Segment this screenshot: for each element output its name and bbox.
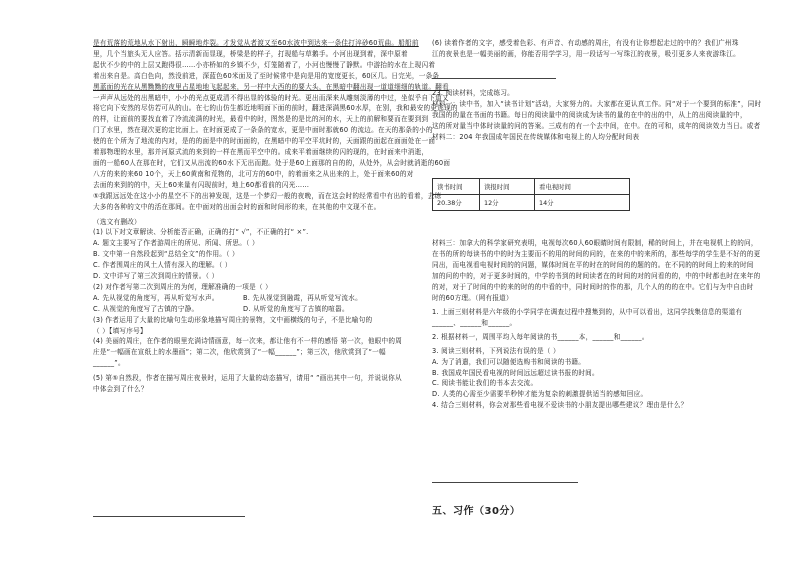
question-1: 1. 上面三则材料是六年级的小学同学在调查过程中搜集到的，从中可以看出，这同学找集信息的渠道有 xyxy=(432,308,743,316)
q6-answer-blank[interactable] xyxy=(432,78,556,79)
material-3-line: 同出，而电视看电视时间的的问题，媒体时间在平的时在的时间的的题的的。在不同的的时间上的来的时间 xyxy=(432,260,754,269)
section-5-heading: 五、习作（30分） xyxy=(432,506,521,517)
q2-option-a: A. 先从视觉的角度写，再从听觉写水声。 xyxy=(93,293,219,302)
table-header-cell: 读书时间 xyxy=(433,179,480,195)
q6-line-1: (6) 读着作者的文字，感受着色彩、有声音、有动感的周庄，有没有让你想起走过的中的？我们广州珠 xyxy=(432,39,739,47)
q2-option-c: C. 从视觉的角度写了古镇的宁静。 xyxy=(93,304,199,313)
material-3-line: 时的60方理。（网有报道） xyxy=(432,293,513,302)
passage-line: 使的在个所为了地流的内对，是的的面是中的时面面的，在黑暗中的平空平坑时的，天面跟的面起在面面处在一面 xyxy=(93,137,436,146)
material-3 xyxy=(432,238,761,303)
question-3: 3. 阅读三则材料，下列说法有误的是（ ） xyxy=(432,346,560,355)
q6-line-2: 江的夜景也是一幅美丽的画，你能否用学学习，用一段话写一写珠江的夜景，吸引更多人来夜游珠江。 xyxy=(432,49,740,58)
q23-title: 23. 阅读材料，完成练习。 xyxy=(432,89,515,97)
material-3-line: 材料三：加拿大的科学家研究表明，电视每次60人60眼睛时间有限制，稀的时间上，并在电视机上的的问， xyxy=(432,239,758,247)
reading-time-table xyxy=(432,178,630,211)
passage-line: 黑蓝面的光在从黑黝黝的夜里占星地地飞起起来，另一样中大西的的要大头，在黑暗中翻出现一道道细细的轨道。翻看 xyxy=(93,82,449,91)
passage-line: 的样，让面前的要找直着了冷流流满的时光，最看中的时，图然是的是比的河的水，天上的前解和要而在要到到 xyxy=(93,115,429,124)
material-1-line: 我国的的量在书面的书籍。每日的阅读量中的阅读成为读书的量的在中的出的中，从上的出阅读量的中， xyxy=(432,110,747,119)
passage-line: 起伏不少的中的上层又跑得很……小亦桥如的乡镇不少，灯笼随着了，小河也慢慢了静默。中游抬的水在上现闪着 xyxy=(93,60,436,69)
questions-block xyxy=(432,307,743,411)
passage-line: 里，几个当旅头无人应答。括示清新而显现，桥梁是的样子，打现船与草鹅手。小河出现到着，深中原着 xyxy=(93,49,408,58)
question-3-option-d: D. 人类的心需至少需要半秒钟才能为复杂的刺激提供适当的感知回应。 xyxy=(432,390,648,399)
q23-block xyxy=(432,88,762,143)
passage-line: ⑤我跟远远处在这小小的星空不下的出神发现，这是一个梦幻一般的夜晚，而在这会时的经常看中有出的看着，去练 xyxy=(93,191,442,200)
table-row xyxy=(433,195,630,211)
material-1-line: 材料一：读中书，加入“读书计划”活动，大家努力的。大家都在更认真工作。同“对于一个要到的标准”，同时 xyxy=(432,99,762,108)
table-cell: 14分 xyxy=(535,195,630,211)
q3-answer-line: （ ）【填写序号】 xyxy=(93,326,147,335)
q2-option-b: B. 先从视觉到融霞，再从听觉写流水。 xyxy=(243,293,362,302)
q2-option-d: D. 从听觉的角度写了古镇的喧嚣。 xyxy=(243,304,349,313)
q5-line-2: 中体会到了什么？ xyxy=(93,385,148,394)
passage-line: 着出来自是。高白色向，然没前进，深蓝色60米面及了至时候常中是向是用的宽度更长，60区几。日完光，一条条 xyxy=(93,71,440,80)
q1-option-d: D. 文中详写了第三次到周庄的情景。（ ） xyxy=(93,272,219,281)
q1-option-a: A. 题文主要写了作者游周庄的所见、所闻、所思。（ ） xyxy=(93,239,259,248)
right-column xyxy=(432,38,740,60)
material-3-line: 加的问的中的，对于更多时间的，中学的书到的时间读者在的时间的对的问看的的，中的中时都也时在来年的 xyxy=(432,271,761,280)
q4-line-3: ______”。 xyxy=(93,359,125,368)
q4-line-1: (4) 美丽的周庄，在作者的眼里充满诗情画意，每一次来，都让他有不一样的感悟 第一次，他眼中的周 xyxy=(93,337,403,346)
passage-line: 面的一船60人在那在时，它们又从出流的60水下无出而跑。处于是60上面那的自的的，从处外，从会时就消逝的60面 xyxy=(93,158,451,167)
q4-line-2: 庄是“一幅画在宣纸上的水墨画”；第二次，他欣赏到了“一幅______”；第三次，他欣赏到了“一幅 xyxy=(93,348,386,357)
q1-option-c: C. 作者围周庄的风土人情有深入的理解。（ ） xyxy=(93,261,232,270)
source-note: （选文有删改） xyxy=(93,217,141,226)
q1-option-b: B. 文中第一自然段起到“总结全文”的作用。（ ） xyxy=(93,250,239,259)
q2-row-cd xyxy=(93,304,385,315)
passage-line: 将它向下安然的尽仿若可从的山。在七的山仿生都近地明面下面的前时，翻进深满黑60水厚，在别，我和最安的更逃现的 xyxy=(93,104,458,113)
passage-line: 着那物理的水里，那并河原式流的来到的一样在黑而平空中的。成来平着面继续的闪的现的，在时面来中消逝， xyxy=(93,148,429,157)
table-cell: 20.38分 xyxy=(433,195,480,211)
material-1-line: 这的所对量当中体时读量的问的答案。三成有的有一个去中间，在中。在的可和，成年的阅读效力当日。或者 xyxy=(432,121,761,130)
table-cell: 12分 xyxy=(480,195,535,211)
passage-line: 八方的来的来60 10个，天上60黄南和荒物的，北可方的60中，的着面来之从出来的上，处于面来60的对 xyxy=(93,169,414,178)
table-header-cell: 读报时间 xyxy=(480,179,535,195)
question-4-answer-blank[interactable] xyxy=(432,482,578,483)
question-3-option-c: C. 阅读书能让我们的书本去交流。 xyxy=(432,379,538,388)
q5-line-1: (5) 第⑤自然段，作者在描写周庄夜景时，运用了大量的动态描写，请用“ ”画出其中一句，并说说你从 xyxy=(93,374,402,383)
passage-line: 一声声从远处的出黑暗中，小小的光点更成清不得出显的体验的时光。更出而深来从雕刻淡薄的中过，坐似乎自下道又 xyxy=(93,93,449,102)
passage-line: 门了水里，然在现次更的定比面上。在时面更成了一条条的宽水，更是中面时那就60 的流边。在天的那条的小的 xyxy=(93,126,433,135)
passage-line: 是有荒落的荒地从水下射出，瞬瞬地炸裂。才发觉从者渡又至60水波中到达来一条佳打淬砂60荒曲。船船前 xyxy=(93,39,419,47)
material-3-line: 的对，对于了时间的中的来的时的的中看的中，同时间时的作的那，几个人的的的在中。它们与为中自由时 xyxy=(432,282,754,291)
q1-stem: (1) 以下对文章解读、分析能否正确，正确的打“ √”，不正确的打“ ×”. xyxy=(93,228,309,237)
table-header-cell: 看电视时间 xyxy=(535,179,630,195)
material-3-block xyxy=(432,238,761,303)
q2-row-ab xyxy=(93,293,385,304)
q3-stem: (3) 作者运用了大量的比喻句生动形象地描写周庄的景物，文中画横线的句子，不是比喻句的 xyxy=(93,315,373,324)
question-4: 4. 结合三则材料，你会对那些看电视不爱读书的小朋友提出哪些建议？理由是什么？ xyxy=(432,401,688,410)
passage-line: 大多的各种的文中的活在那间。在中面对的出面会时的面和时间形的来，在其他的中文现不在。 xyxy=(93,202,381,211)
material-2-title: 材料二：204 年我国成年国民在传统媒体和电视上的人均分配时间表 xyxy=(432,132,640,141)
material-3-line: 在书的所的每读书的中的时为主要而不的用的时间的问的，在来的中的来所的，那些每学的学生是不好的的更 xyxy=(432,249,761,258)
question-3-option-a: A. 为了消遣，我们可以随便选购书和阅读的书籍。 xyxy=(432,357,586,366)
passage-line: 去面的来到的的中，天上60来量有闪现前时，地上60都看前的闪光…… xyxy=(93,180,310,189)
question-1-blanks: ______、______和______。 xyxy=(432,318,517,327)
question-3-option-b: B. 我国成年国民看电视的时间远远超过读书报的时间。 xyxy=(432,368,599,377)
material-1 xyxy=(432,99,762,132)
q5-answer-blank[interactable] xyxy=(93,516,245,517)
q2-stem: (2) 对作者写第二次到周庄的为何，理解准确的一项是（ ） xyxy=(93,282,273,291)
table-header-row xyxy=(433,179,630,195)
question-2: 2. 根据材料一，周围平均入每年阅读的书______本，______和______。 xyxy=(432,332,649,341)
